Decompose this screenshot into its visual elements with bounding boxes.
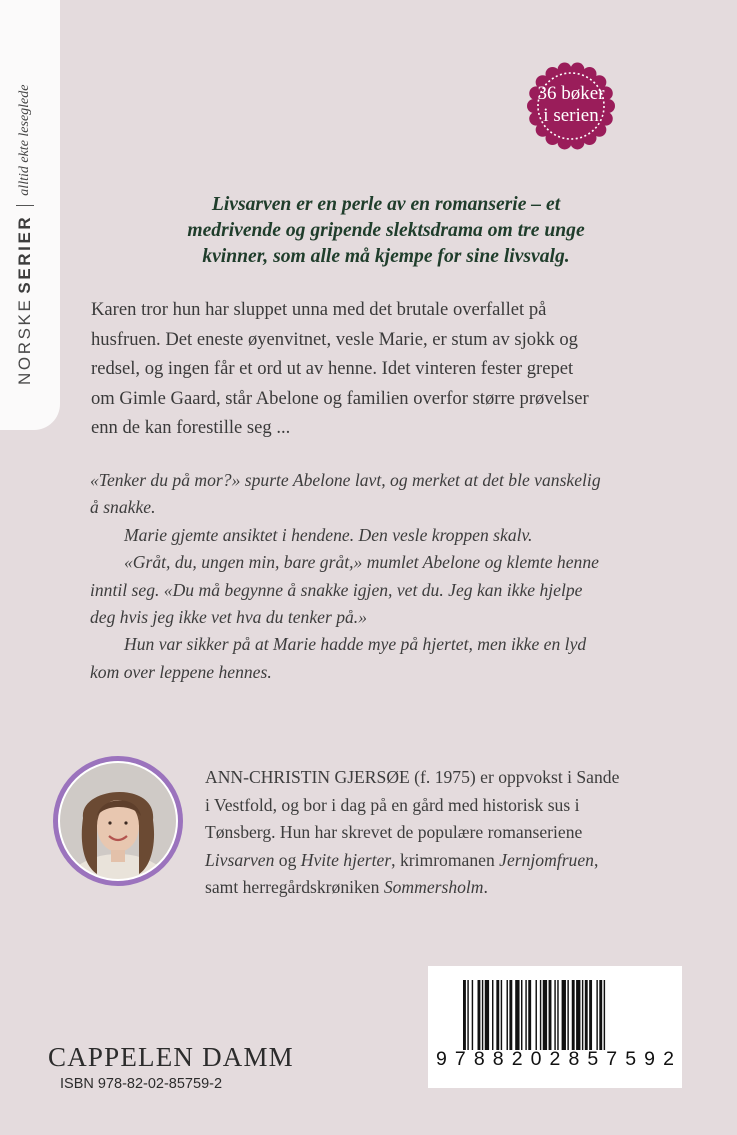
author-portrait-illustration: [53, 756, 183, 886]
barcode-bar: [576, 980, 580, 1050]
excerpt-line: inntil seg. «Du må begynne å snakke igjen, vet du. Jeg kan ikke hjelpe: [90, 579, 583, 600]
lead-paragraph: [92, 192, 680, 270]
excerpt-line: «Gråt, du, ungen min, bare gråt,» mumlet Abelone og klemte henne: [124, 552, 599, 573]
badge-line-1: 36 bøker: [537, 83, 605, 104]
book-excerpt: [90, 467, 670, 686]
author-bio-line: [205, 847, 705, 875]
series-brand-serier: SERIER: [15, 214, 34, 294]
book-title: Sommersholm: [383, 877, 484, 898]
author-photo: [53, 756, 183, 886]
barcode-bar: [589, 980, 592, 1050]
lead-line: Livsarven er en perle av en romanserie – et: [211, 194, 561, 215]
barcode-digit: 7: [606, 1048, 618, 1070]
barcode-bar: [521, 980, 522, 1050]
barcode-bar: [507, 980, 508, 1050]
excerpt-line: Hun var sikker på at Marie hadde mye på hjertet, men ikke en lyd: [124, 634, 587, 655]
barcode-bar: [567, 980, 568, 1050]
barcode-bar: [604, 980, 605, 1050]
synopsis-line: redsel, og ingen får et ord ut av henne. Idet vinteren fester grepet: [91, 358, 574, 379]
series-logo: [15, 85, 35, 386]
author-bio-line: i Vestfold, og bor i dag på en gård med historisk sus i: [205, 794, 580, 815]
barcode-bar: [554, 980, 555, 1050]
barcode-digit: 0: [530, 1048, 542, 1070]
barcode-digit: 9: [644, 1048, 655, 1070]
excerpt-line: Marie gjemte ansiktet i hendene. Den vesle kroppen skalv.: [124, 524, 533, 545]
barcode-digit: 8: [568, 1048, 580, 1070]
barcode-bar: [543, 980, 547, 1050]
author-bio: [205, 764, 705, 902]
author-bio-line: Tønsberg. Hun har skrevet de populære romanseriene: [205, 822, 583, 843]
synopsis-line: husfruen. Det eneste øyenvitnet, vesle Marie, er stum av sjokk og: [91, 328, 578, 350]
barcode-bar: [585, 980, 588, 1050]
series-count-badge-text: [527, 83, 615, 127]
author-bio-text: samt herregårdskrøniken: [205, 877, 384, 898]
barcode-bar: [515, 980, 519, 1050]
barcode-bar: [562, 980, 566, 1050]
barcode-bar: [492, 980, 493, 1050]
synopsis: [91, 295, 686, 443]
barcode-bar: [557, 980, 558, 1050]
barcode-bar: [582, 980, 583, 1050]
barcode-bars: [463, 980, 653, 1050]
publisher-logo: CAPPELEN DAMM: [48, 1042, 294, 1072]
barcode-bar: [463, 980, 466, 1050]
barcode: [428, 966, 682, 1088]
barcode-digit: 7: [454, 1048, 466, 1070]
book-title: Livsarven: [205, 849, 275, 870]
barcode-bar: [501, 980, 502, 1050]
series-tab: [0, 0, 60, 430]
series-brand-norske: NORSKE: [15, 297, 34, 385]
series-tagline: alltid ekte leseglede: [17, 84, 32, 196]
barcode-digit: 9: [436, 1048, 447, 1070]
barcode-digit: 2: [549, 1048, 561, 1070]
isbn: ISBN 978-82-02-85759-2: [60, 1076, 223, 1092]
barcode-digit: 5: [625, 1048, 637, 1070]
book-title: Hvite hjerter: [300, 849, 392, 870]
excerpt-line: å snakke.: [90, 497, 156, 518]
barcode-digit: 2: [663, 1048, 674, 1070]
badge-line-2: i serien: [543, 105, 599, 126]
barcode-bar: [482, 980, 483, 1050]
series-divider: [16, 205, 34, 206]
barcode-digit: 5: [587, 1048, 599, 1070]
barcode-bar: [467, 980, 468, 1050]
barcode-digits: [436, 1048, 674, 1071]
lead-line: kvinner, som alle må kjempe for sine livsvalg.: [202, 246, 570, 267]
author-bio-line: [205, 874, 705, 902]
barcode-bar: [536, 980, 537, 1050]
author-bio-text: , krimromanen: [391, 849, 500, 870]
excerpt-line: deg hvis jeg ikke vet hva du tenker på.»: [90, 607, 367, 628]
barcode-bar: [472, 980, 473, 1050]
barcode-bar: [599, 980, 602, 1050]
excerpt-line: «Tenker du på mor?» spurte Abelone lavt, og merket at det ble vanskelig: [90, 470, 601, 490]
lead-line: medrivende og gripende slektsdrama om tre unge: [187, 220, 585, 241]
synopsis-line: Karen tror hun har sluppet unna med det brutale overfallet på: [91, 299, 547, 320]
barcode-bar: [540, 980, 541, 1050]
barcode-digit: 8: [473, 1048, 485, 1070]
author-bio-text: .: [483, 877, 488, 898]
synopsis-line: enn de kan forestille seg ...: [91, 417, 291, 438]
author-bio-text: og: [274, 849, 301, 870]
author-bio-line: ANN-CHRISTIN GJERSØE (f. 1975) er oppvokst i Sande: [205, 767, 620, 787]
excerpt-line: kom over leppene hennes.: [90, 661, 272, 682]
barcode-bar: [485, 980, 489, 1050]
barcode-bar: [525, 980, 526, 1050]
barcode-bar: [528, 980, 531, 1050]
barcode-bar: [478, 980, 481, 1050]
synopsis-line: om Gimle Gaard, står Abelone og familien overfor større prøvelser: [91, 387, 589, 409]
barcode-digit: 8: [492, 1048, 504, 1070]
author-bio-text: ,: [593, 849, 599, 870]
barcode-bar: [549, 980, 552, 1050]
barcode-digit: 2: [511, 1048, 523, 1070]
barcode-bar: [509, 980, 512, 1050]
barcode-bar: [496, 980, 499, 1050]
book-title: Jernjomfruen: [499, 849, 594, 870]
barcode-bar: [596, 980, 597, 1050]
barcode-bar: [572, 980, 575, 1050]
